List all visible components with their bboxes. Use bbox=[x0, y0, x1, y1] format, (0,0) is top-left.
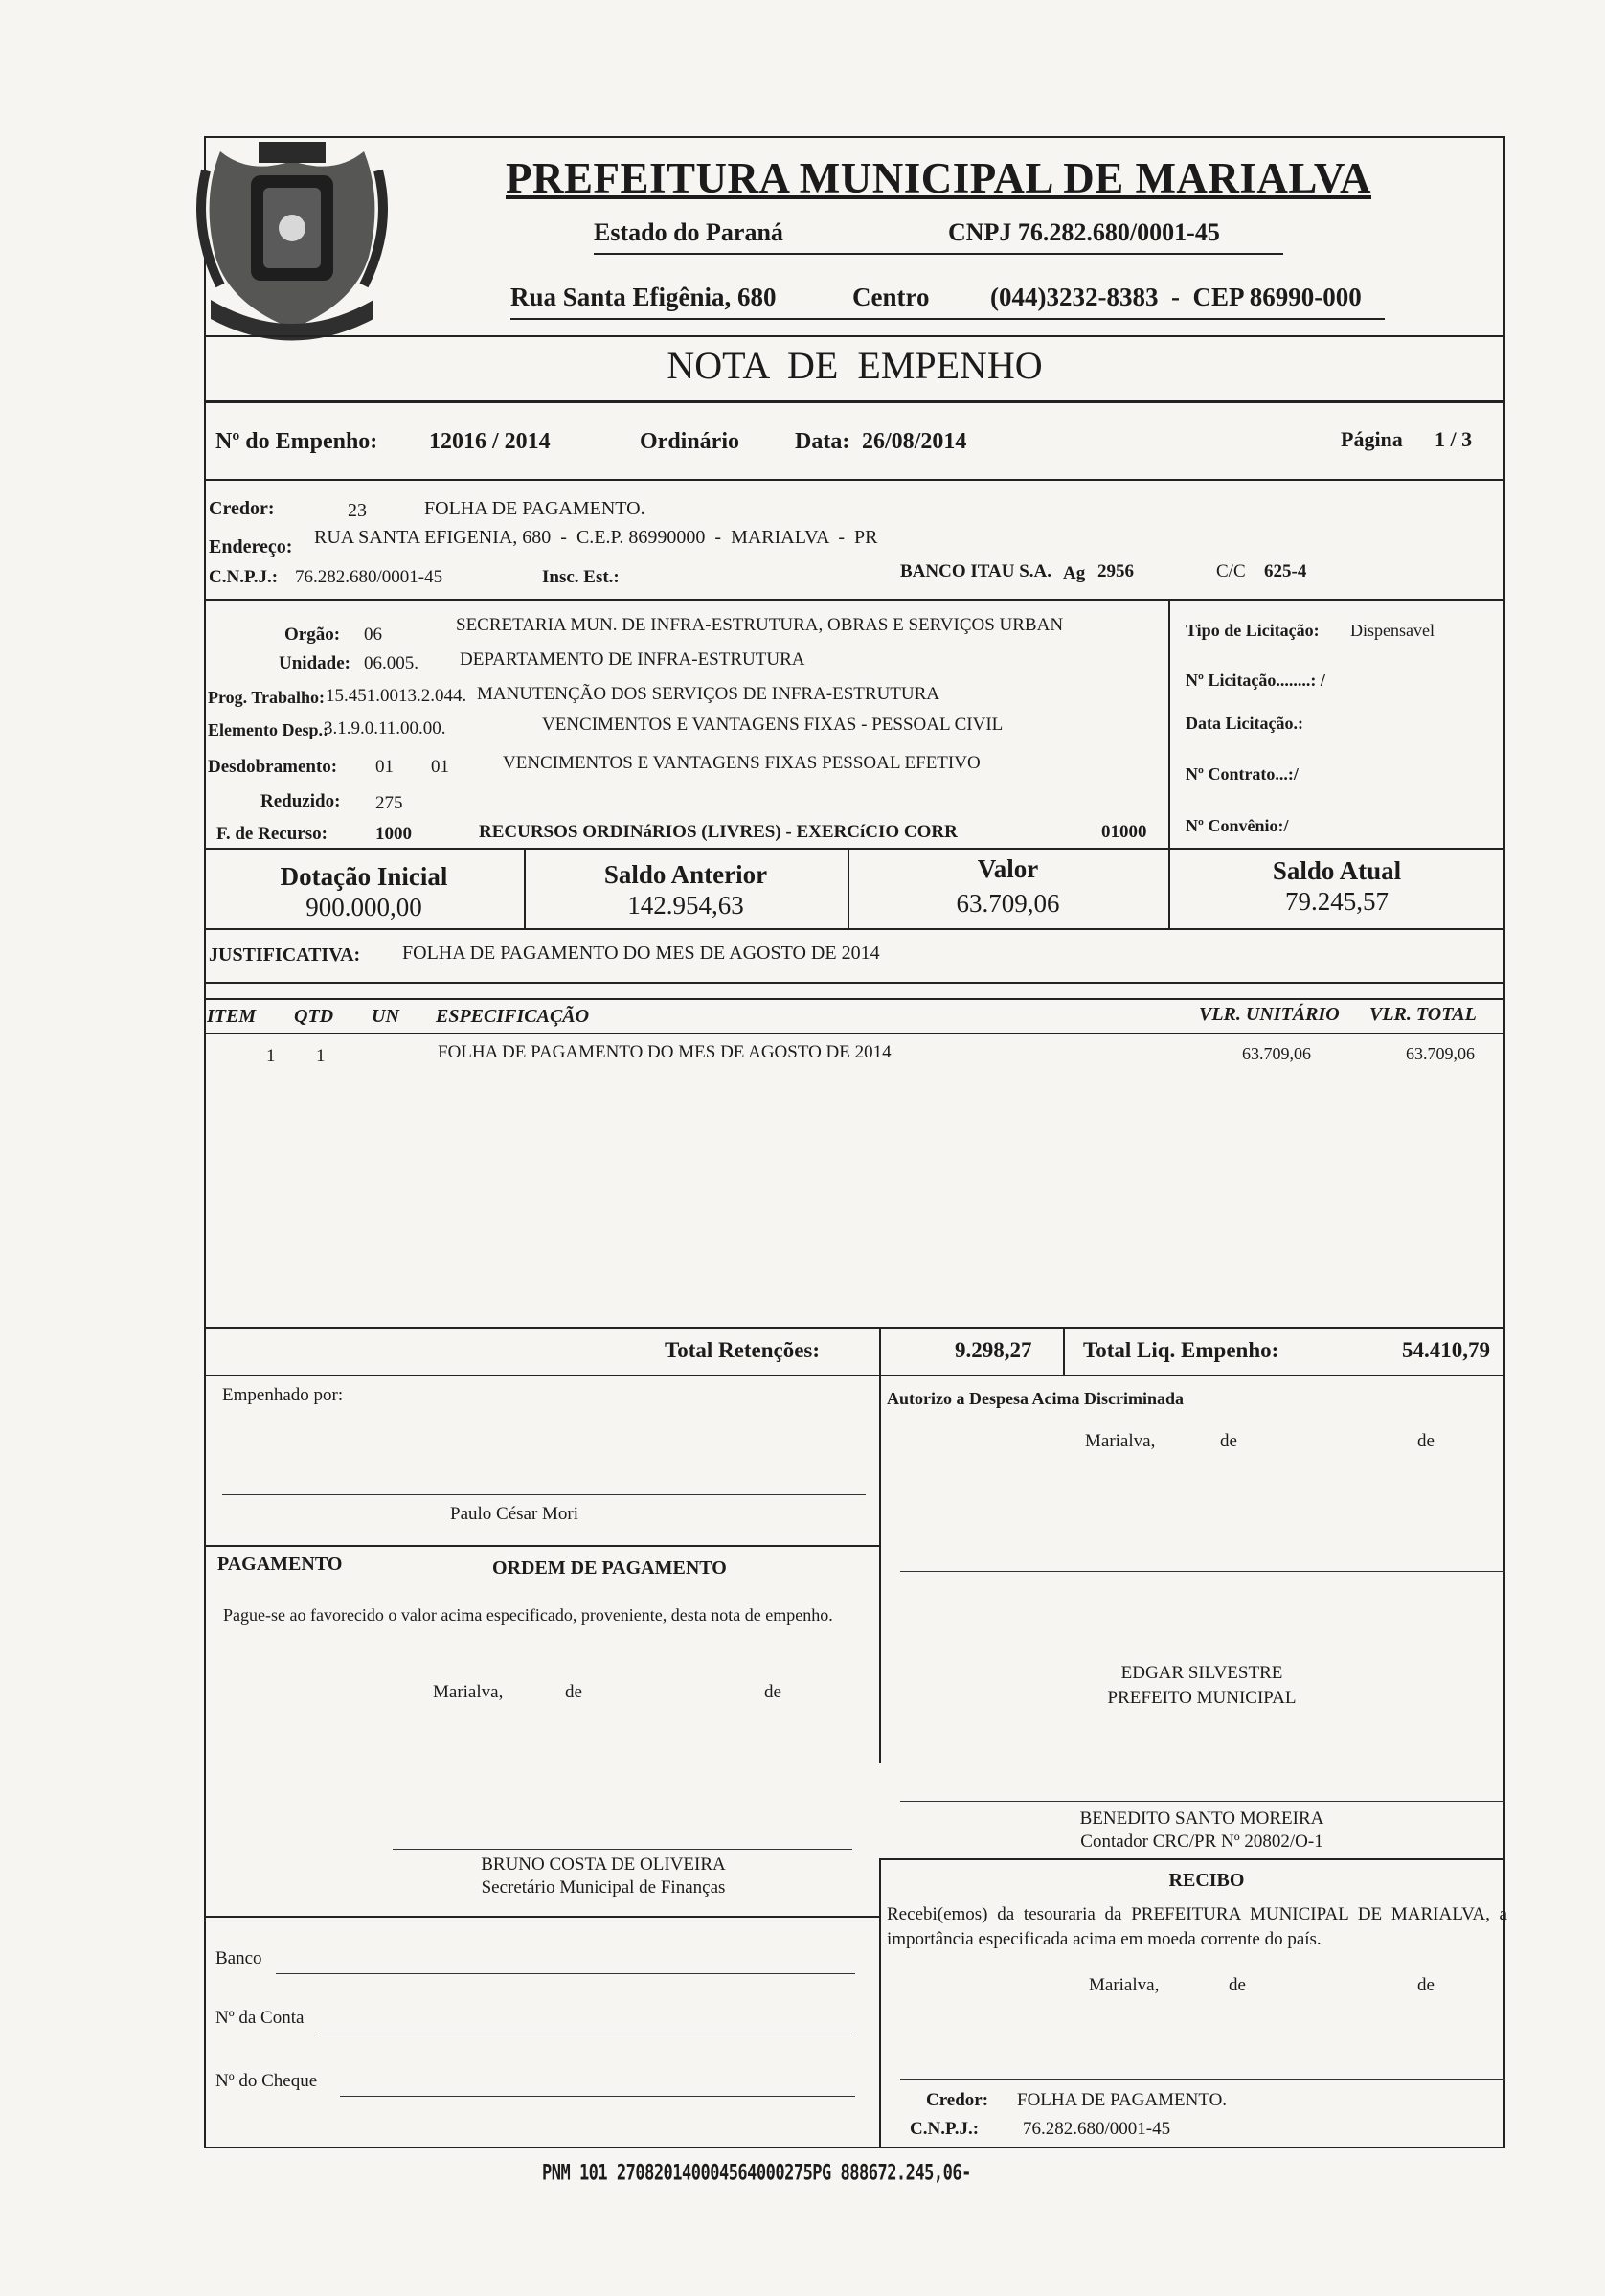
credor-address: RUA SANTA EFIGENIA, 680 - C.E.P. 86990000 - MARIALVA - PR bbox=[314, 527, 878, 548]
credor-name: FOLHA DE PAGAMENTO. bbox=[424, 498, 645, 519]
recibo-city: Marialva, bbox=[1089, 1975, 1160, 1995]
signatures-divider-top bbox=[879, 1375, 881, 1545]
contador-name: BENEDITO SANTO MOREIRA bbox=[1079, 1808, 1324, 1829]
divider-title bbox=[204, 400, 1505, 403]
unidade-label: Unidade: bbox=[279, 653, 350, 673]
recibo-credor: FOLHA DE PAGAMENTO. bbox=[1017, 2090, 1228, 2110]
state-name: Estado do Paraná bbox=[594, 218, 783, 246]
desdobramento-name: VENCIMENTOS E VANTAGENS FIXAS PESSOAL EFETIVO bbox=[503, 753, 981, 773]
unidade-code: 06.005. bbox=[364, 653, 418, 673]
dotacao-value: 900.000,00 bbox=[305, 893, 422, 921]
orgao-name: SECRETARIA MUN. DE INFRA-ESTRUTURA, OBRAS E SERVIÇOS URBAN bbox=[456, 615, 1064, 635]
agency-number: 2956 bbox=[1097, 561, 1134, 581]
autorizo-city: Marialva, bbox=[1085, 1431, 1156, 1451]
header-underline-1 bbox=[594, 253, 1283, 255]
divider-credor bbox=[204, 599, 1505, 601]
item-unit-value: 63.709,06 bbox=[1242, 1044, 1311, 1063]
recibo-cnpj: 76.282.680/0001-45 bbox=[1023, 2119, 1171, 2139]
saldo-atual-label: Saldo Atual bbox=[1272, 856, 1402, 885]
credor-cnpj: 76.282.680/0001-45 bbox=[295, 567, 443, 587]
header-phone-cep: (044)3232-8383 - CEP 86990-000 bbox=[990, 283, 1362, 311]
valor-value: 63.709,06 bbox=[956, 889, 1060, 918]
liquido-value: 54.410,79 bbox=[1402, 1338, 1490, 1362]
unidade-name: DEPARTAMENTO DE INFRA-ESTRUTURA bbox=[460, 649, 805, 670]
conta-label: Nº da Conta bbox=[215, 2008, 305, 2028]
autorizo-de-2: de bbox=[1417, 1431, 1435, 1451]
saldo-anterior-label: Saldo Anterior bbox=[603, 860, 768, 889]
empenhado-name: Paulo César Mori bbox=[450, 1504, 579, 1524]
document-title: NOTA DE EMPENHO bbox=[667, 344, 1043, 387]
recibo-credor-label: Credor: bbox=[926, 2090, 989, 2110]
justificativa-text: FOLHA DE PAGAMENTO DO MES DE AGOSTO DE 2014 bbox=[402, 943, 880, 964]
empenho-date: 26/08/2014 bbox=[862, 429, 967, 454]
pagamento-de-1: de bbox=[565, 1682, 582, 1702]
divider-header bbox=[204, 335, 1505, 337]
recibo-de-1: de bbox=[1229, 1975, 1246, 1995]
elemento-name: VENCIMENTOS E VANTAGENS FIXAS - PESSOAL CIVIL bbox=[542, 715, 1004, 735]
liquido-label: Total Liq. Empenho: bbox=[1083, 1338, 1279, 1362]
pague-text: Pague-se ao favorecido o valor acima especificado, proveniente, desta nota de empenho. bbox=[223, 1605, 833, 1625]
divider-justificativa bbox=[204, 982, 1505, 984]
desdobramento-code-2: 01 bbox=[431, 757, 449, 777]
ordem-title: ORDEM DE PAGAMENTO bbox=[492, 1557, 727, 1579]
account-number: 625-4 bbox=[1264, 561, 1307, 581]
item-total-value: 63.709,06 bbox=[1406, 1044, 1475, 1063]
items-header-item: ITEM bbox=[207, 1006, 257, 1027]
prog-name: MANUTENÇÃO DOS SERVIÇOS DE INFRA-ESTRUTURA bbox=[477, 684, 940, 704]
prefeito-signature-line bbox=[900, 1571, 1505, 1572]
credor-code: 23 bbox=[348, 500, 367, 521]
recibo-cnpj-label: C.N.P.J.: bbox=[910, 2119, 980, 2139]
saldo-anterior-value: 142.954,63 bbox=[627, 891, 744, 920]
orgao-label: Orgão: bbox=[284, 625, 341, 645]
divider-items-header bbox=[204, 1033, 1505, 1034]
divider-balances bbox=[204, 928, 1505, 930]
divider-licitacao bbox=[1168, 599, 1170, 848]
empenhado-label: Empenhado por: bbox=[222, 1385, 344, 1405]
header-cnpj: CNPJ 76.282.680/0001-45 bbox=[948, 218, 1220, 246]
pagamento-title: PAGAMENTO bbox=[217, 1554, 343, 1575]
divider-totals bbox=[204, 1375, 1505, 1376]
header-underline-2 bbox=[510, 318, 1385, 320]
dotacao-label: Dotação Inicial bbox=[280, 862, 448, 891]
items-header-total-value: VLR. TOTAL bbox=[1369, 1004, 1477, 1025]
justificativa-label: JUSTIFICATIVA: bbox=[209, 944, 361, 966]
header-district: Centro bbox=[852, 283, 930, 311]
cnpj-label: C.N.P.J.: bbox=[209, 567, 279, 587]
prefeito-title: PREFEITO MUNICIPAL bbox=[1107, 1688, 1297, 1708]
data-licitacao: Data Licitação.: bbox=[1186, 714, 1303, 733]
prog-label: Prog. Trabalho: bbox=[208, 688, 326, 707]
tipo-licitacao-label: Tipo de Licitação: bbox=[1186, 621, 1320, 640]
divider-pagamento bbox=[204, 1545, 879, 1547]
municipality-title: PREFEITURA MUNICIPAL DE MARIALVA bbox=[505, 154, 1372, 202]
divider-items-bottom bbox=[204, 1327, 1505, 1329]
cheque-label: Nº do Cheque bbox=[215, 2071, 318, 2091]
secretario-title: Secretário Municipal de Finanças bbox=[481, 1877, 726, 1898]
item-spec: FOLHA DE PAGAMENTO DO MES DE AGOSTO DE 2014 bbox=[438, 1042, 892, 1062]
cheque-field-line bbox=[340, 2096, 855, 2097]
agency-label: Ag bbox=[1063, 563, 1086, 583]
empenho-number-label: Nº do Empenho: bbox=[215, 429, 378, 454]
desdobramento-code-1: 01 bbox=[375, 757, 394, 777]
footer-code: PNM 101 270820140004564000275PG 888672.245,06- bbox=[542, 2161, 971, 2186]
contador-signature-line bbox=[900, 1801, 1505, 1802]
empenho-number: 12016 / 2014 bbox=[429, 429, 551, 454]
contador-title: Contador CRC/PR Nº 20802/O-1 bbox=[1080, 1831, 1323, 1852]
recurso-name: RECURSOS ORDINáRIOS (LIVRES) - EXERCíCIO CORR bbox=[479, 822, 958, 842]
account-label: C/C bbox=[1216, 561, 1246, 581]
recurso-code: 1000 bbox=[375, 824, 412, 844]
coat-of-arms-icon bbox=[192, 123, 393, 352]
numero-convenio: Nº Convênio:/ bbox=[1186, 816, 1289, 835]
credor-label: Credor: bbox=[209, 498, 275, 519]
signatures-divider-middle bbox=[879, 1545, 881, 1763]
retencoes-label: Total Retenções: bbox=[665, 1338, 821, 1362]
recurso-code-2: 01000 bbox=[1101, 822, 1147, 842]
elemento-code: 3.1.9.0.11.00.00. bbox=[324, 718, 446, 739]
divider-empenho bbox=[204, 479, 1505, 481]
autorizo-text: Autorizo a Despesa Acima Discriminada bbox=[887, 1389, 1184, 1408]
secretario-name: BRUNO COSTA DE OLIVEIRA bbox=[481, 1854, 726, 1875]
empenhado-signature-line bbox=[222, 1494, 866, 1495]
page-label: Página bbox=[1341, 427, 1403, 451]
reduzido-label: Reduzido: bbox=[260, 791, 341, 811]
empenho-type: Ordinário bbox=[640, 429, 740, 454]
tipo-licitacao: Dispensavel bbox=[1350, 621, 1435, 640]
recibo-de-2: de bbox=[1417, 1975, 1435, 1995]
signatures-divider-bottom bbox=[879, 1858, 881, 2148]
autorizo-de-1: de bbox=[1220, 1431, 1237, 1451]
divider-items-top bbox=[204, 998, 1505, 1000]
pagamento-de-2: de bbox=[764, 1682, 781, 1702]
pagamento-city: Marialva, bbox=[433, 1682, 504, 1702]
banco-field-line bbox=[276, 1973, 855, 1974]
totals-divider-2 bbox=[1063, 1327, 1065, 1375]
items-header-spec: ESPECIFICAÇÃO bbox=[436, 1006, 590, 1027]
insc-label: Insc. Est.: bbox=[542, 567, 620, 587]
divider-classification bbox=[204, 848, 1505, 850]
saldo-atual-value: 79.245,57 bbox=[1285, 887, 1389, 916]
elemento-label: Elemento Desp.: bbox=[208, 720, 328, 739]
retencoes-value: 9.298,27 bbox=[955, 1338, 1032, 1362]
address-label: Endereço: bbox=[209, 536, 293, 557]
desdobramento-label: Desdobramento: bbox=[208, 757, 338, 777]
page-number: 1 / 3 bbox=[1435, 427, 1473, 451]
banco-label: Banco bbox=[215, 1948, 262, 1968]
prefeito-name: EDGAR SILVESTRE bbox=[1120, 1663, 1283, 1683]
valor-label: Valor bbox=[977, 854, 1039, 883]
recurso-label: F. de Recurso: bbox=[216, 824, 328, 844]
items-header-unit-value: VLR. UNITÁRIO bbox=[1199, 1004, 1340, 1025]
recibo-title: RECIBO bbox=[1168, 1870, 1245, 1891]
recibo-text: Recebi(emos) da tesouraria da PREFEITURA MUNICIPAL DE MARIALVA, a importância especificada acima em moeda corrente do país. bbox=[887, 1904, 1507, 1949]
recibo-signature-line bbox=[900, 2079, 1505, 2080]
reduzido-value: 275 bbox=[375, 793, 403, 813]
orgao-code: 06 bbox=[364, 625, 382, 645]
numero-contrato: Nº Contrato...:/ bbox=[1186, 764, 1299, 784]
empenho-date-label: Data: bbox=[795, 429, 850, 454]
divider-bank bbox=[204, 1916, 879, 1918]
divider-recibo bbox=[879, 1858, 1505, 1860]
items-header-un: UN bbox=[372, 1006, 399, 1027]
secretario-signature-line bbox=[393, 1849, 852, 1850]
item-qtd: 1 bbox=[316, 1046, 326, 1066]
bank-name: BANCO ITAU S.A. bbox=[900, 561, 1052, 581]
totals-divider-1 bbox=[879, 1327, 881, 1375]
numero-licitacao: Nº Licitação........: / bbox=[1186, 671, 1325, 690]
items-header-qtd: QTD bbox=[294, 1006, 334, 1027]
item-number: 1 bbox=[266, 1046, 276, 1066]
prog-code: 15.451.0013.2.044. bbox=[326, 686, 467, 706]
header-address: Rua Santa Efigênia, 680 bbox=[510, 283, 777, 311]
